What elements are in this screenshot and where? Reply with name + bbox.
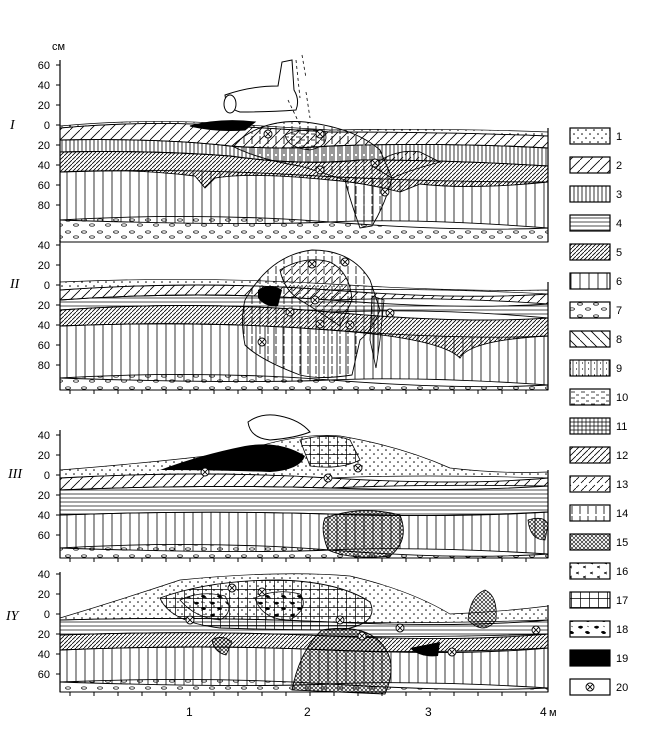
legend-number: 14 (616, 508, 629, 520)
depth-tick-label: 0 (43, 280, 50, 292)
legend-swatch (570, 621, 610, 637)
legend-number: 19 (616, 653, 629, 665)
legend-item-8 (570, 331, 622, 347)
x-unit-label: м (549, 707, 557, 719)
legend-number: 9 (616, 363, 623, 375)
find-marker (316, 320, 324, 328)
legend-item-14 (570, 505, 628, 521)
find-marker (286, 308, 294, 316)
legend-swatch (570, 273, 610, 289)
find-marker (396, 624, 404, 632)
find-marker (346, 321, 354, 329)
legend-number: 17 (616, 595, 629, 607)
find-marker (324, 474, 332, 482)
legend-item-6 (570, 273, 622, 289)
depth-tick-label: 80 (37, 200, 50, 212)
legend-number: 3 (616, 189, 623, 201)
depth-tick-label: 20 (37, 260, 50, 272)
legend-item-1 (570, 128, 622, 144)
legend (570, 128, 628, 695)
legend-number: 12 (616, 450, 629, 462)
find-marker (186, 616, 194, 624)
find-marker (316, 166, 324, 174)
layer-loam (60, 512, 548, 554)
stone-small (468, 590, 496, 628)
log-end (224, 95, 236, 113)
legend-item-18 (570, 621, 628, 637)
legend-number: 18 (616, 624, 629, 636)
legend-number: 4 (616, 218, 623, 230)
x-tick-label-2: 2 (304, 705, 311, 719)
depth-tick-label: 20 (37, 629, 50, 641)
legend-swatch (570, 476, 610, 492)
find-marker (316, 130, 324, 138)
legend-number: 5 (616, 247, 623, 259)
legend-number: 7 (616, 305, 623, 317)
depth-tick-label: 0 (43, 609, 50, 621)
legend-number: 20 (616, 682, 629, 694)
find-marker (341, 258, 349, 266)
legend-swatch (570, 389, 610, 405)
legend-number: 16 (616, 566, 629, 578)
legend-swatch (570, 360, 610, 376)
x-tick-label-1: 1 (186, 705, 193, 719)
depth-ticks-I (38, 60, 60, 212)
legend-number: 11 (616, 421, 628, 433)
legend-item-11 (570, 418, 627, 434)
legend-item-12 (570, 447, 628, 463)
panel-label-I: I (10, 118, 15, 133)
legend-swatch (570, 592, 610, 608)
legend-number: 15 (616, 537, 629, 549)
legend-swatch (570, 563, 610, 579)
find-marker (354, 464, 362, 472)
layer-charcoal (160, 444, 305, 472)
depth-tick-label: 20 (37, 140, 50, 152)
depth-tick-label: 40 (37, 510, 50, 522)
find-marker (264, 130, 272, 138)
find-marker (448, 648, 456, 656)
panel-label-II: II (10, 277, 20, 292)
legend-swatch (570, 505, 610, 521)
legend-item-7 (570, 302, 622, 318)
legend-number: 13 (616, 479, 629, 491)
legend-item-9 (570, 360, 622, 376)
x-ticks-II (60, 390, 548, 394)
find-marker (371, 159, 379, 167)
depth-tick-label: 60 (37, 530, 50, 542)
legend-swatch (570, 186, 610, 202)
depth-tick-label: 40 (37, 430, 50, 442)
legend-item-16 (570, 563, 628, 579)
depth-tick-label: 80 (37, 360, 50, 372)
depth-tick-label: 60 (37, 340, 50, 352)
depth-tick-label: 0 (43, 470, 50, 482)
find-marker (228, 584, 236, 592)
depth-tick-label: 40 (37, 80, 50, 92)
depth-tick-label: 40 (37, 320, 50, 332)
depth-tick-label: 40 (37, 649, 50, 661)
legend-item-20 (570, 679, 628, 695)
find-marker (336, 616, 344, 624)
x-axis-labels (186, 705, 557, 719)
legend-swatch (570, 534, 610, 550)
legend-item-4 (570, 215, 622, 231)
panel-II (9, 240, 548, 394)
x-ticks-III (60, 558, 548, 562)
legend-number: 8 (616, 334, 623, 346)
depth-tick-label: 0 (43, 120, 50, 132)
find-marker (358, 632, 366, 640)
legend-number: 2 (616, 160, 623, 172)
find-marker (308, 260, 316, 268)
legend-number: 6 (616, 276, 623, 288)
depth-tick-label: 20 (37, 300, 50, 312)
legend-item-13 (570, 476, 628, 492)
depth-tick-label: 20 (37, 450, 50, 462)
find-marker (386, 309, 394, 317)
panel-IV (5, 569, 557, 719)
depth-tick-label: 20 (37, 490, 50, 502)
legend-swatch (570, 128, 610, 144)
panel-I (9, 55, 548, 242)
depth-tick-label: 40 (37, 240, 50, 252)
legend-item-19 (570, 650, 628, 666)
stone-block (323, 511, 403, 557)
find-marker (201, 468, 209, 476)
find-marker (258, 588, 266, 596)
find-marker (311, 296, 319, 304)
legend-item-5 (570, 244, 622, 260)
depth-ticks-III (38, 430, 60, 542)
cross-circle-icon (586, 683, 594, 691)
depth-tick-label: 60 (37, 180, 50, 192)
legend-swatch (570, 215, 610, 231)
unit-label: см (52, 41, 66, 53)
depth-ticks-IV (38, 569, 60, 681)
panel-III (7, 415, 548, 562)
find-marker (258, 338, 266, 346)
legend-item-17 (570, 592, 628, 608)
depth-tick-label: 20 (37, 589, 50, 601)
depth-tick-label: 60 (37, 60, 50, 72)
panel-label-IV: IY (6, 609, 19, 624)
legend-swatch (570, 244, 610, 260)
depth-tick-label: 40 (37, 569, 50, 581)
legend-swatch (570, 418, 610, 434)
find-marker (381, 188, 389, 196)
depth-ticks-II (38, 240, 60, 372)
legend-number: 1 (616, 131, 623, 143)
legend-swatch (570, 157, 610, 173)
x-ticks-IV (60, 692, 548, 696)
legend-swatch (570, 447, 610, 463)
find-marker (532, 626, 540, 634)
legend-number: 10 (616, 392, 629, 404)
panel-label-III: III (8, 467, 22, 482)
legend-item-2 (570, 157, 622, 173)
legend-item-3 (570, 186, 622, 202)
x-tick-label-3: 3 (425, 705, 432, 719)
depth-tick-label: 20 (37, 100, 50, 112)
legend-swatch (570, 331, 610, 347)
depth-tick-label: 60 (37, 669, 50, 681)
log (248, 415, 310, 440)
legend-item-10 (570, 389, 628, 405)
legend-swatch (570, 650, 610, 666)
layer-horizontal (60, 486, 548, 516)
x-tick-label-4: 4 (540, 705, 547, 719)
legend-swatch (570, 302, 610, 318)
legend-item-15 (570, 534, 628, 550)
depth-tick-label: 40 (37, 160, 50, 172)
